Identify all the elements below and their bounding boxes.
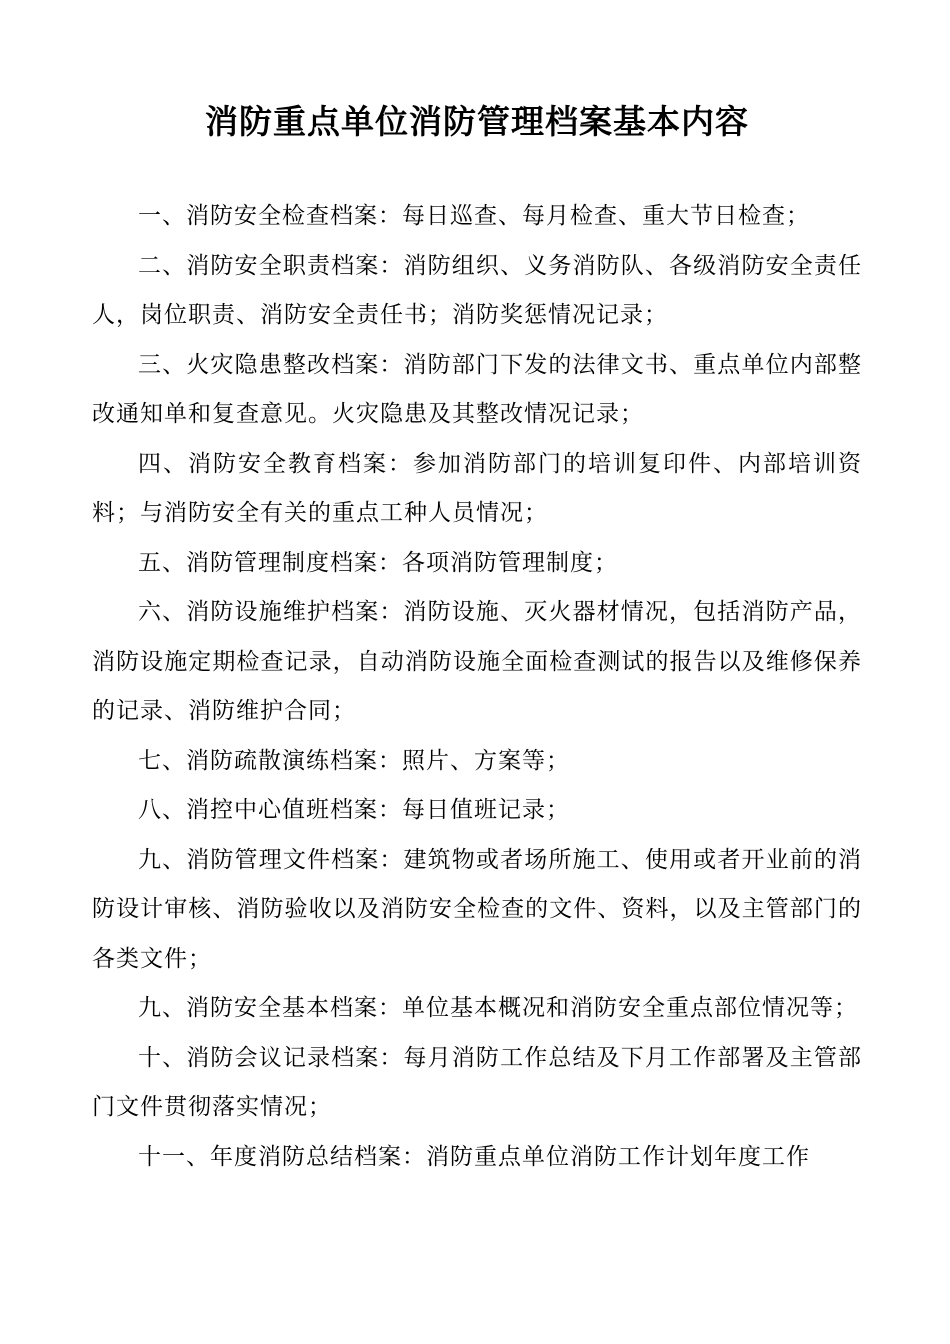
paragraph-basic-archive: 九、消防安全基本档案：单位基本概况和消防安全重点部位情况等； — [138, 995, 858, 1021]
document-title: 消防重点单位消防管理档案基本内容 — [205, 102, 749, 141]
paragraph-management-documents: 九、消防管理文件档案：建筑物或者场所施工、使用或者开业前的消防设计审核、消防验收以及消防安全检查的文件、资料，以及主管部门的各类文件； — [92, 846, 862, 972]
paragraph-safety-duties: 二、消防安全职责档案：消防组织、义务消防队、各级消防安全责任人，岗位职责、消防安全责任书；消防奖惩情况记录； — [92, 252, 862, 328]
paragraph-control-center-duty: 八、消控中心值班档案：每日值班记录； — [138, 797, 570, 823]
paragraph-safety-education: 四、消防安全教育档案：参加消防部门的培训复印件、内部培训资料；与消防安全有关的重点工种人员情况； — [92, 450, 862, 526]
document-body — [92, 192, 862, 1182]
paragraph-management-rules: 五、消防管理制度档案：各项消防管理制度； — [138, 549, 618, 576]
paragraph-evacuation-drill: 七、消防疏散演练档案：照片、方案等； — [138, 747, 570, 774]
paragraph-facility-maintenance: 六、消防设施维护档案：消防设施、灭火器材情况，包括消防产品，消防设施定期检查记录，自动消防设施全面检查测试的报告以及维修保养的记录、消防维护合同； — [92, 599, 862, 724]
paragraph-hazard-rectification: 三、火灾隐患整改档案：消防部门下发的法律文书、重点单位内部整改通知单和复查意见。火灾隐患及其整改情况记录； — [92, 351, 862, 427]
paragraph-annual-summary: 十一、年度消防总结档案：消防重点单位消防工作计划年度工作 — [138, 1143, 810, 1170]
paragraph-safety-inspection: 一、消防安全检查档案：每日巡查、每月检查、重大节日检查； — [138, 203, 810, 229]
paragraph-meeting-records: 十、消防会议记录档案：每月消防工作总结及下月工作部署及主管部门文件贯彻落实情况； — [92, 1044, 862, 1120]
